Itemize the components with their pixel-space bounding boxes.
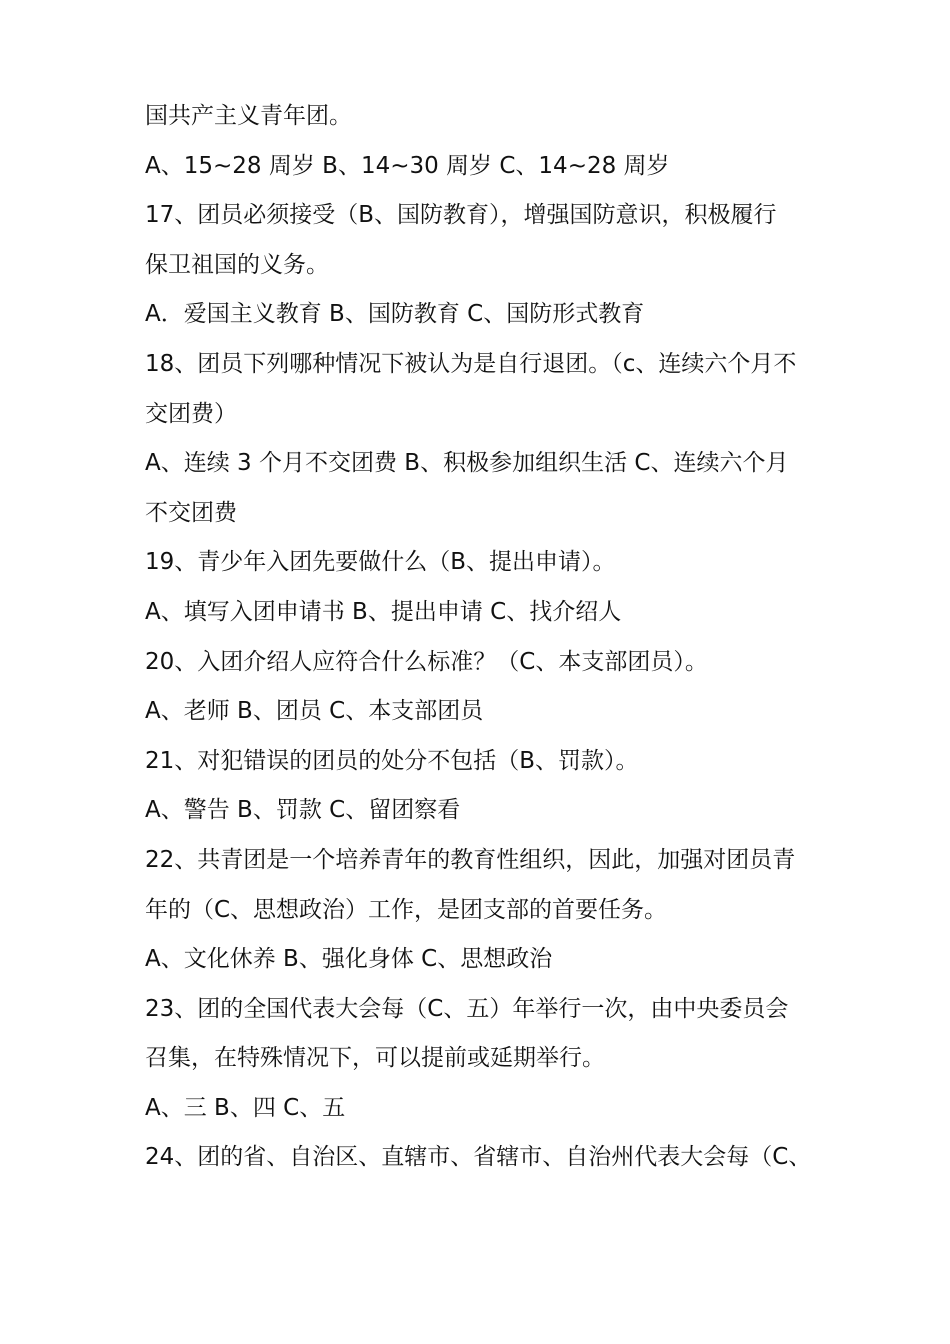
document-body bbox=[145, 92, 817, 1183]
options-line: A、填写入团申请书 B、提出申请 C、找介绍人 bbox=[145, 598, 622, 625]
text-line: 保卫祖国的义务。 bbox=[145, 251, 329, 278]
question-line: 19、青少年入团先要做什么（B、提出申请）。 bbox=[145, 549, 616, 576]
text-line: 国共产主义青年团。 bbox=[145, 103, 352, 129]
text-line: 召集，在特殊情况下，可以提前或延期举行。 bbox=[145, 1045, 605, 1072]
options-line: A、文化休养 B、强化身体 C、思想政治 bbox=[145, 946, 553, 973]
question-line: 21、对犯错误的团员的处分不包括（B、罚款）。 bbox=[145, 747, 639, 774]
question-line: 24、团的省、自治区、直辖市、省辖市、自治州代表大会每（C、 bbox=[145, 1144, 812, 1171]
text-line: 不交团费 bbox=[145, 499, 237, 526]
options-line: A、警告 B、罚款 C、留团察看 bbox=[145, 797, 461, 824]
options-line: A．爱国主义教育 B、国防教育 C、国防形式教育 bbox=[145, 301, 645, 328]
options-line: A、三 B、四 C、五 bbox=[145, 1094, 346, 1121]
question-line: 22、共青团是一个培养青年的教育性组织，因此，加强对团员青 bbox=[145, 846, 796, 873]
question-line: 23、团的全国代表大会每（C、五）年举行一次，由中央委员会 bbox=[145, 995, 789, 1022]
text-line: 交团费） bbox=[145, 400, 237, 427]
text-line: 年的（C、思想政治）工作，是团支部的首要任务。 bbox=[145, 896, 668, 923]
question-line: 18、团员下列哪种情况下被认为是自行退团。（c、连续六个月不 bbox=[145, 350, 797, 377]
question-line: 17、团员必须接受（B、国防教育），增强国防意识，积极履行 bbox=[145, 202, 777, 229]
text-line: A、15~28 周岁 B、14~30 周岁 C、14~28 周岁 bbox=[145, 152, 670, 179]
options-line: A、连续 3 个月不交团费 B、积极参加组织生活 C、连续六个月 bbox=[145, 450, 789, 477]
options-line: A、老师 B、团员 C、本支部团员 bbox=[145, 698, 484, 725]
question-line: 20、入团介绍人应符合什么标准？（C、本支部团员）。 bbox=[145, 648, 708, 675]
